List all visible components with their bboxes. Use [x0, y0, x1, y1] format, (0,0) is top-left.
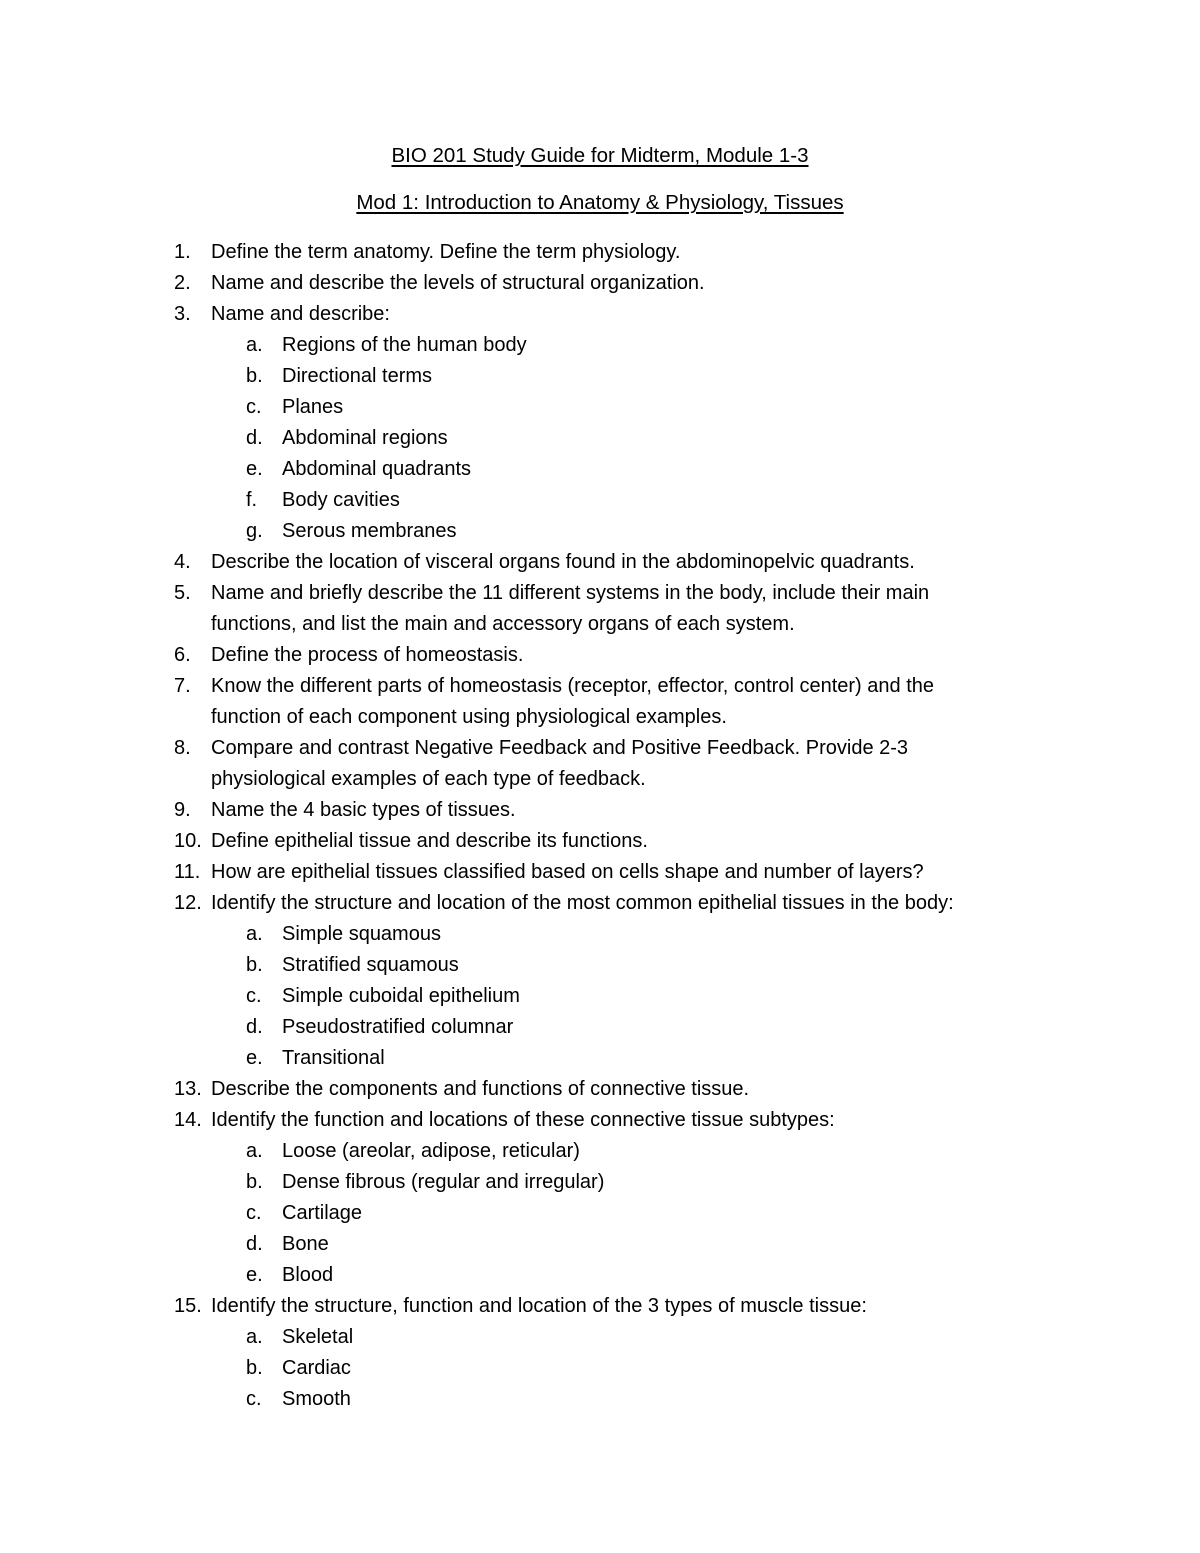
list-item-marker: a.: [246, 923, 263, 945]
list-item-text: Name and briefly describe the 11 different systems in the body, include their main: [211, 582, 930, 604]
list-item-marker: f.: [246, 489, 258, 511]
list-item: [0, 764, 1200, 795]
list-item-marker: e.: [246, 1264, 263, 1286]
list-item-text: Simple squamous: [282, 923, 441, 945]
study-question-list: [0, 237, 1200, 1415]
list-item: [0, 857, 1200, 888]
sub-list-item: [0, 361, 1200, 392]
list-item-marker: 14.: [174, 1109, 202, 1131]
list-item-text: Name and describe:: [211, 303, 390, 325]
list-item-text: Blood: [282, 1264, 334, 1286]
list-item-marker: 13.: [174, 1078, 202, 1100]
sub-list-item: [0, 1384, 1200, 1415]
list-item-marker: 6.: [174, 644, 191, 666]
list-item-text: How are epithelial tissues classified based on cells shape and number of layers?: [211, 861, 924, 883]
list-item-text: Identify the structure, function and location of the 3 types of muscle tissue:: [211, 1295, 867, 1317]
list-item-marker: 3.: [174, 303, 191, 325]
list-item-text: Describe the location of visceral organs found in the abdominopelvic quadrants.: [211, 551, 915, 573]
list-item-marker: 5.: [174, 582, 191, 604]
list-item: [0, 733, 1200, 764]
list-item-text: Loose (areolar, adipose, reticular): [282, 1140, 580, 1162]
sub-list-item: [0, 1229, 1200, 1260]
list-item-marker: 8.: [174, 737, 191, 759]
sub-list-item: [0, 1198, 1200, 1229]
sub-list-item: [0, 1043, 1200, 1074]
list-item-text: Compare and contrast Negative Feedback and Positive Feedback. Provide 2-3: [211, 737, 909, 759]
list-item-marker: 15.: [174, 1295, 202, 1317]
list-item: [0, 640, 1200, 671]
list-item: [0, 671, 1200, 702]
list-item-marker: e.: [246, 458, 263, 480]
list-item-text: physiological examples of each type of feedback.: [211, 768, 646, 790]
list-item: [0, 299, 1200, 330]
list-item-text: functions, and list the main and accessory organs of each system.: [211, 613, 795, 635]
list-item: [0, 1105, 1200, 1136]
list-item-marker: b.: [246, 954, 263, 976]
list-item: [0, 609, 1200, 640]
list-item-text: Cardiac: [282, 1357, 351, 1379]
list-item: [0, 237, 1200, 268]
list-item-marker: d.: [246, 1233, 263, 1255]
module-heading: Mod 1: Introduction to Anatomy & Physiology, Tissues: [356, 191, 844, 214]
sub-list-item: [0, 1353, 1200, 1384]
list-item-text: Name the 4 basic types of tissues.: [211, 799, 516, 821]
list-item-marker: a.: [246, 1140, 263, 1162]
sub-list-item: [0, 392, 1200, 423]
list-item-marker: b.: [246, 1357, 263, 1379]
list-item-marker: 2.: [174, 272, 191, 294]
list-item-marker: b.: [246, 365, 263, 387]
list-item: [0, 1291, 1200, 1322]
sub-list-item: [0, 1322, 1200, 1353]
sub-list-item: [0, 330, 1200, 361]
list-item-marker: b.: [246, 1171, 263, 1193]
list-item-text: Describe the components and functions of connective tissue.: [211, 1078, 750, 1100]
list-item-text: Know the different parts of homeostasis (receptor, effector, control center) and the: [211, 675, 934, 697]
list-item: [0, 888, 1200, 919]
list-item-text: Stratified squamous: [282, 954, 459, 976]
list-item: [0, 578, 1200, 609]
sub-list-item: [0, 1260, 1200, 1291]
list-item-marker: d.: [246, 1016, 263, 1038]
list-item: [0, 795, 1200, 826]
list-item-text: Simple cuboidal epithelium: [282, 985, 520, 1007]
document-title: BIO 201 Study Guide for Midterm, Module 1-3: [391, 144, 809, 167]
sub-list-item: [0, 950, 1200, 981]
list-item-marker: 4.: [174, 551, 191, 573]
sub-list-item: [0, 423, 1200, 454]
list-item-text: Smooth: [282, 1388, 351, 1410]
list-item-marker: a.: [246, 334, 263, 356]
list-item-text: Define epithelial tissue and describe its functions.: [211, 830, 648, 852]
list-item-marker: g.: [246, 520, 263, 542]
list-item: [0, 702, 1200, 733]
list-item-text: Cartilage: [282, 1202, 363, 1224]
list-item-text: Abdominal regions: [282, 427, 448, 449]
list-item-marker: c.: [246, 396, 262, 418]
sub-list-item: [0, 1167, 1200, 1198]
list-item-text: Serous membranes: [282, 520, 457, 542]
sub-list-item: [0, 516, 1200, 547]
list-item-text: Identify the structure and location of the most common epithelial tissues in the body:: [211, 892, 954, 914]
list-item-text: Transitional: [282, 1047, 385, 1069]
list-item-marker: 10.: [174, 830, 202, 852]
list-item-text: Abdominal quadrants: [282, 458, 472, 480]
list-item-text: Define the process of homeostasis.: [211, 644, 524, 666]
sub-list-item: [0, 1012, 1200, 1043]
list-item-marker: 12.: [174, 892, 202, 914]
list-item: [0, 268, 1200, 299]
list-item: [0, 547, 1200, 578]
list-item-text: Body cavities: [282, 489, 400, 511]
list-item-text: Bone: [282, 1233, 329, 1255]
list-item-marker: c.: [246, 1388, 262, 1410]
sub-list-item: [0, 454, 1200, 485]
sub-list-item: [0, 485, 1200, 516]
list-item-text: Skeletal: [282, 1326, 354, 1348]
list-item-marker: a.: [246, 1326, 263, 1348]
list-item-marker: 9.: [174, 799, 191, 821]
list-item-marker: c.: [246, 1202, 262, 1224]
list-item-text: Pseudostratified columnar: [282, 1016, 514, 1038]
list-item-marker: e.: [246, 1047, 263, 1069]
list-item-text: Regions of the human body: [282, 334, 527, 356]
list-item-text: Planes: [282, 396, 344, 418]
list-item-marker: 1.: [174, 241, 191, 263]
list-item: [0, 826, 1200, 857]
list-item-marker: c.: [246, 985, 262, 1007]
sub-list-item: [0, 1136, 1200, 1167]
list-item-text: Dense fibrous (regular and irregular): [282, 1171, 605, 1193]
sub-list-item: [0, 919, 1200, 950]
list-item-text: Name and describe the levels of structural organization.: [211, 272, 705, 294]
list-item-marker: 11.: [174, 861, 201, 883]
list-item-marker: d.: [246, 427, 263, 449]
sub-list-item: [0, 981, 1200, 1012]
list-item-text: Identify the function and locations of these connective tissue subtypes:: [211, 1109, 835, 1131]
list-item-text: function of each component using physiological examples.: [211, 706, 727, 728]
list-item-marker: 7.: [174, 675, 191, 697]
list-item: [0, 1074, 1200, 1105]
list-item-text: Define the term anatomy. Define the term physiology.: [211, 241, 681, 263]
list-item-text: Directional terms: [282, 365, 433, 387]
